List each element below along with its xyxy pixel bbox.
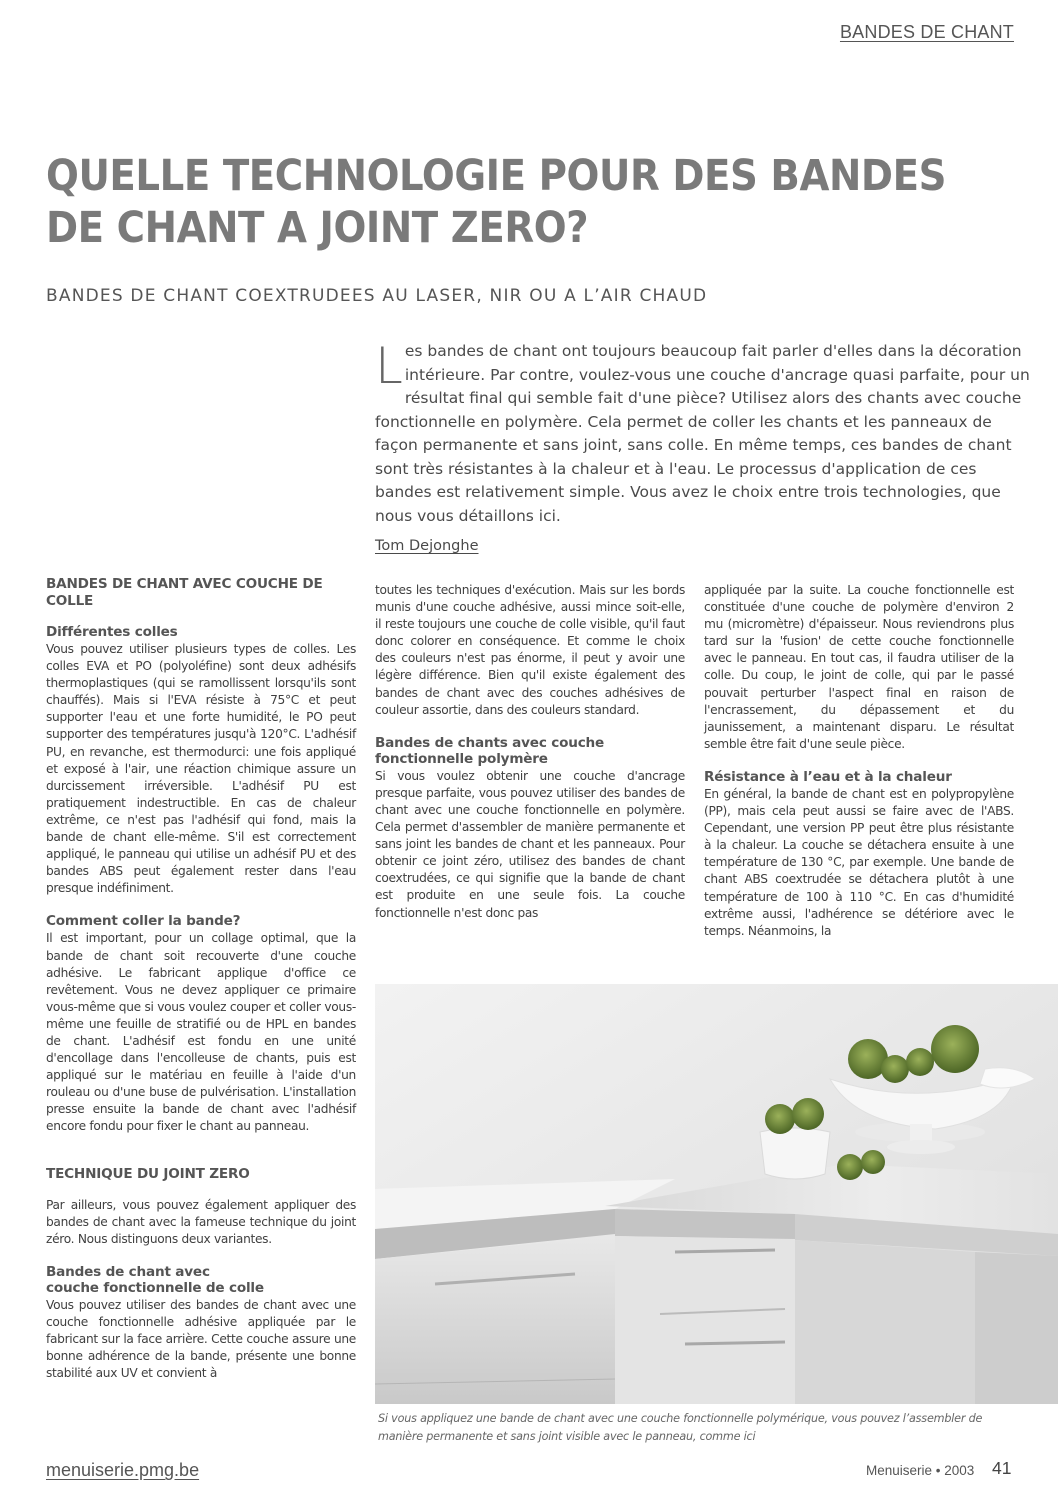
article-title <box>46 150 946 254</box>
paragraph-colles: Vous pouvez utiliser plusieurs types de colles. Les colles EVA et PO (polyoléfine) sont deux adhésifs thermoplastiques (qui se ramollissent lorsqu'ils sont chauffés). Mais si l'EVA résiste à 75°C et peut supporter l'eau et une forte humidité, le PO peut supporter des températures jusqu'à 120°C. L'adhésif PU, en revanche, est thermodurci: une fois appliqué et exposé à l'air, une réaction chimique assure un durcissement irréversible. L'adhésif PU est pratiquement indestructible. En cas de chaleur extrême, ce n'est pas l'adhésif qui fond, mais la bande de chant elle-même. S'il est correctement appliqué, le panneau qui utilise un adhésif PU et des bandes ABS peut également rester dans l'eau presque indéfiniment. <box>46 642 356 896</box>
paragraph-polymere: Si vous voulez obtenir une couche d'ancrage presque parfaite, vous pouvez utiliser des bandes de chant avec une couche fonctionnelle en polymère. Cela permet d'assembler de manière permanente et sans joint les bandes de chant et les panneaux. Pour obtenir ce joint zéro, utilisez des bandes de chant coextrudées, ce qui signifie que la bande de chant est produite en une seule fois. La couche fonctionnelle n'est donc pas <box>375 768 685 920</box>
intro-line: nous vous détaillons ici. <box>375 506 561 525</box>
photo-caption: Si vous appliquez une bande de chant avec une couche fonctionnelle polymérique, vous pouvez l’assembler de manière permanente et sans joint visible avec le panneau, comme ici <box>378 1412 983 1443</box>
kitchen-illustration <box>375 984 1058 1404</box>
section-tag: BANDES DE CHANT <box>839 22 1014 42</box>
paragraph-fonctionnelle-colle: Vous pouvez utiliser des bandes de chant avec une couche fonctionnelle adhésive appliquée par le fabricant sur la face arrière. Cette couche assure une bonne adhérence de la bande, présente une bonne stabilité aux UV et convient à <box>46 1297 356 1381</box>
title-line-1: QUELLE TECHNOLOGIE POUR DES BANDES <box>46 151 946 201</box>
heading-line: Bandes de chant avec <box>46 1263 210 1280</box>
text-column-3 <box>704 582 1014 940</box>
article-subtitle: BANDES DE CHANT COEXTRUDEES AU LASER, NIR OU A L’AIR CHAUD <box>46 286 708 306</box>
page-number: 41 <box>992 1458 1012 1478</box>
heading-line: couche fonctionnelle de colle <box>46 1279 264 1296</box>
paragraph-continued: toutes les techniques d'exécution. Mais sur les bords munis d'une couche adhésive, aussi mince soit-elle, il reste toujours une couche de colle visible, qu'il faut donc colorer en conséquence. Et comme le choix des couleurs n'est pas énorme, il peut y avoir une légère différence. Bien qu'il existe également des bandes de chant avec des couches adhésives de couleur assortie, dans des couleurs standard. <box>375 583 685 717</box>
intro-line: es bandes de chant ont toujours beaucoup fait parler d'elles dans la décoration <box>404 342 1022 360</box>
paragraph-resistance: En général, la bande de chant est en polypropylène (PP), mais cela peut aussi se faire avec de l'ABS. Cependant, une version PP peut être plus résistante à la chaleur. La couche se détachera ensuite à une température de 130 °C, par exemple. Une bande de chant ABS coextrudée se détachera plutôt à une température de 100 à 110 °C. En cas d'humidité extrême aussi, l'adhérence se détériore avec le temps. Néanmoins, la <box>704 786 1014 938</box>
kitchen-photo <box>375 984 1058 1404</box>
heading-line: Bandes de chants avec couche <box>375 734 605 751</box>
heading-joint-zero: TECHNIQUE DU JOINT ZERO <box>46 1165 250 1182</box>
intro-line: intérieure. Par contre, voulez-vous une couche d'ancrage quasi parfaite, pour un <box>404 365 1030 384</box>
intro-dropcap: L <box>375 337 403 395</box>
footer-magazine: Menuiserie • 2003 <box>866 1463 975 1478</box>
heading-resistance: Résistance à l’eau et à la chaleur <box>704 768 952 785</box>
author-byline: Tom Dejonghe <box>375 538 479 554</box>
heading-couche-polymere <box>375 735 685 767</box>
intro-line: façon permanente et sans joint, sans colle. En même temps, ces bandes de chant <box>375 436 1012 454</box>
intro-line: résultat final qui semble fait d'une pièce? Utilisez alors des chants avec couche <box>404 389 1022 407</box>
heading-couche-de-colle: BANDES DE CHANT AVEC COUCHE DE COLLE <box>46 576 323 609</box>
intro-line: fonctionnelle en polymère. Cela permet de coller les chants et les panneaux de <box>375 412 992 431</box>
text-column-1 <box>46 576 356 1382</box>
paragraph-continued: appliquée par la suite. La couche fonctionnelle est constituée d'une couche de polymère d'environ 2 mu (micromètre) d'épaisseur. Nous reviendrons plus tard sur la 'fusion' de cette couche fonctionnelle avec le panneau. En tout cas, il faudra utiliser de la colle. Du coup, le joint de colle, qui par le passé pouvait perturber l'aspect final en raison de l'encrassement, du dépassement et du jaunissement, a maintenant disparu. Le résultat semble être fait d'une seule pièce. <box>704 583 1014 751</box>
heading-differentes-colles: Différentes colles <box>46 624 178 640</box>
intro-line: sont très résistantes à la chaleur et à l'eau. Le processus d'application de ces <box>375 459 977 478</box>
paragraph-joint-zero: Par ailleurs, vous pouvez également appliquer des bandes de chant avec la fameuse technique du joint zéro. Nous distinguons deux variantes. <box>46 1197 356 1246</box>
title-line-2: DE CHANT A JOINT ZERO? <box>46 203 589 253</box>
heading-line: fonctionnelle polymère <box>375 750 548 767</box>
text-column-2 <box>375 582 685 922</box>
article-intro <box>375 337 1030 528</box>
heading-fonctionnelle-colle <box>46 1264 356 1296</box>
heading-comment-coller: Comment coller la bande? <box>46 913 241 930</box>
intro-line: bandes est relativement simple. Vous avez le choix entre trois technologies, que <box>375 483 1001 501</box>
paragraph-coller: Il est important, pour un collage optimal, que la bande de chant soit recouverte d'une couche adhésive. Le fabricant applique d'office ce revêtement. Vous ne devez appliquer ce primaire vous-même que si vous voulez couper et coller vous-même une feuille de stratifié ou de HPL en bandes de chant. L'adhésif est fondu en une unité d'encollage dans l'encolleuse de chants, puis est appliqué sur le matériau en feuille à l'aide d'un rouleau ou d'une buse de pulvérisation. L'installation presse ensuite la bande de chant avec l'adhésif encore fondu pour fixer le chant au panneau. <box>46 931 356 1134</box>
footer-url-link[interactable]: menuiserie.pmg.be <box>46 1460 200 1480</box>
